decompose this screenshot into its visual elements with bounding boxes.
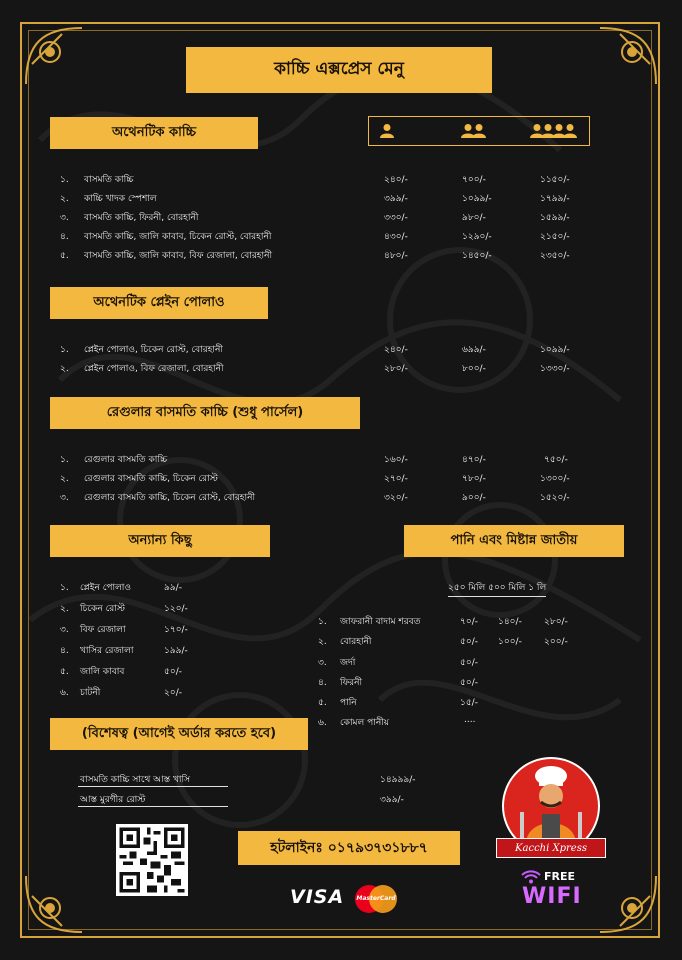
price-group: ১৩৩০/- [540, 364, 570, 374]
item-number: ২. [60, 474, 69, 484]
corner-ornament-icon [22, 866, 92, 936]
item-name: কাচ্চি খাদক স্পেশাল [84, 194, 157, 204]
visa-logo: VISA [290, 886, 345, 908]
price-double: ৯০০/- [462, 493, 486, 503]
mastercard-logo-icon [352, 884, 400, 914]
item-price: ৯৯/- [164, 583, 182, 593]
item-number: ১. [60, 175, 69, 185]
price-single: ৪৮০/- [384, 251, 408, 261]
item-name: বাসমতি কাচ্চি, ফিরনী, বোরহানী [84, 213, 199, 223]
logo-label-box [496, 838, 606, 858]
price-single: ৩২০/- [384, 493, 408, 503]
qr-code-icon[interactable] [116, 824, 188, 896]
mastercard-label: MasterCard [356, 895, 396, 902]
item-number: ১. [60, 345, 69, 355]
price-single: ২৪০/- [384, 175, 408, 185]
price-double: ১০৯৯/- [462, 194, 492, 204]
item-price: ২০/- [164, 688, 182, 698]
item-price: ১৭০/- [164, 625, 188, 635]
price-250ml: ১৫/- [460, 698, 478, 708]
price-group: ২১৫০/- [540, 232, 570, 242]
item-name: বাসমতি কাচ্চি, জালি কাবাব, চিকেন রোস্ট, বোরহানী [84, 232, 272, 242]
item-name: চাটনী [80, 688, 101, 698]
divider [78, 786, 228, 787]
price-group: ১৫২০/- [540, 493, 570, 503]
others-heading: অন্যান্য কিছু [50, 525, 270, 557]
price-double: ৯৮০/- [462, 213, 486, 223]
price-single: ২৭০/- [384, 474, 408, 484]
item-number: ১. [60, 583, 69, 593]
price-group: ১৩০০/- [540, 474, 570, 484]
item-number: ১. [60, 455, 69, 465]
drink-sizes-header: ২৫০ মিলি ৫০০ মিলি ১ লি [448, 580, 546, 597]
price-1l: ২৮০/- [544, 617, 568, 627]
item-name: জাফরানী বাদাম শরবত [340, 617, 421, 627]
item-number: ২. [318, 637, 327, 647]
price-250ml: ৫০/- [460, 658, 478, 668]
item-number: ৩. [60, 625, 69, 635]
item-number: ৩. [318, 658, 327, 668]
item-number: ৫. [60, 251, 69, 261]
item-price: ১৪৯৯৯/- [380, 775, 416, 785]
price-double: ৭০০/- [462, 175, 486, 185]
item-price: ৫০/- [164, 667, 182, 677]
item-name: জর্দা [340, 658, 356, 668]
price-double: ৬৯৯/- [462, 345, 486, 355]
price-double: ৭৮০/- [462, 474, 486, 484]
price-single: ২৮০/- [384, 364, 408, 374]
price-group: ২৩৫০/- [540, 251, 570, 261]
item-number: ৪. [318, 678, 327, 688]
price-250ml: ৭০/- [460, 617, 478, 627]
price-single: ৩৯৯/- [384, 194, 408, 204]
divider [78, 806, 228, 807]
price-double: ৮০০/- [462, 364, 486, 374]
item-price: ১২০/- [164, 604, 188, 614]
corner-ornament-icon [590, 866, 660, 936]
item-number: ৩. [60, 493, 69, 503]
item-name: প্লেইন পোলাও, চিকেন রোস্ট, বোরহানী [84, 345, 223, 355]
hotline-box[interactable]: হটলাইনঃ ০১৭৯৩৭৩১৮৮৭ [238, 831, 460, 865]
item-number: ৬. [318, 718, 327, 728]
item-name: রেগুলার বাসমতি কাচ্চি, চিকেন রোস্ট, বোরহানী [84, 493, 256, 503]
free-wifi-badge [518, 866, 600, 914]
item-name: কোমল পানীয় [340, 718, 390, 728]
wifi-free-label: FREE [544, 870, 576, 883]
drinks-heading: পানি এবং মিষ্টান্ন জাতীয় [404, 525, 624, 557]
item-name: খাসির রেজালা [80, 646, 134, 656]
price-single: ২৪০/- [384, 345, 408, 355]
item-number: ১. [318, 617, 327, 627]
item-name: ফিরনী [340, 678, 363, 688]
item-name: বাসমতি কাচ্চি, জালি কাবাব, বিফ রেজালা, বোরহানী [84, 251, 273, 261]
price-double: ১৪৫০/- [462, 251, 492, 261]
corner-ornament-icon [22, 24, 92, 94]
authentic-kacchi-heading: অথেনটিক কাচ্চি [50, 117, 258, 149]
menu-title: কাচ্চি এক্সপ্রেস মেনু [186, 47, 492, 93]
wifi-label: WIFI [522, 884, 582, 909]
price-group: ১১৫০/- [540, 175, 570, 185]
group-people-icon [529, 123, 577, 139]
price-double: ১২৯০/- [462, 232, 492, 242]
serving-size-header [368, 116, 590, 146]
two-people-icon [459, 123, 489, 139]
item-name: পানি [340, 698, 357, 708]
price-group: ১৭৯৯/- [540, 194, 570, 204]
price-250ml: ৫০/- [460, 678, 478, 688]
price-500ml: ১৪০/- [498, 617, 522, 627]
item-name: বাসমতি কাচ্চি [84, 175, 134, 185]
price-250ml: .... [464, 715, 476, 725]
price-500ml: ১০০/- [498, 637, 522, 647]
item-number: ২. [60, 194, 69, 204]
item-name: বিফ রেজালা [80, 625, 126, 635]
item-price: ৩৯৯/- [380, 795, 404, 805]
price-single: ১৬০/- [384, 455, 408, 465]
price-group: ১৫৯৯/- [540, 213, 570, 223]
price-group: ৭৫০/- [544, 455, 568, 465]
item-number: ৫. [60, 667, 69, 677]
person-icon [379, 123, 395, 139]
item-name: চিকেন রোস্ট [80, 604, 125, 614]
item-number: ২. [60, 364, 69, 374]
item-name: প্লেইন পোলাও, বিফ রেজালা, বোরহানী [84, 364, 224, 374]
logo-text: Kacchi Xpress [515, 842, 587, 854]
price-group: ১০৯৯/- [540, 345, 570, 355]
item-number: ৪. [60, 646, 69, 656]
item-number: ৩. [60, 213, 69, 223]
item-number: ৬. [60, 688, 69, 698]
wifi-icon [520, 868, 542, 884]
item-name: বাসমতি কাচ্চি সাথে আস্ত খাসি [80, 775, 191, 785]
item-name: রেগুলার বাসমতি কাচ্চি, চিকেন রোস্ট [84, 474, 218, 484]
item-name: আস্ত মুরগীর রোস্ট [80, 795, 146, 805]
price-1l: ২০০/- [544, 637, 568, 647]
kacchi-xpress-logo [496, 754, 606, 864]
regular-kacchi-heading: রেগুলার বাসমতি কাচ্চি (শুধু পার্সেল) [50, 397, 360, 429]
item-number: ২. [60, 604, 69, 614]
item-number: ৪. [60, 232, 69, 242]
item-price: ১৯৯/- [164, 646, 188, 656]
item-name: বোরহানী [340, 637, 372, 647]
price-single: ৩৩০/- [384, 213, 408, 223]
item-name: জালি কাবাব [80, 667, 125, 677]
price-single: ৪৩০/- [384, 232, 408, 242]
plain-polao-heading: অথেনটিক প্লেইন পোলাও [50, 287, 268, 319]
price-double: ৪৭০/- [462, 455, 486, 465]
special-heading: (বিশেষত্ব (আগেই অর্ডার করতে হবে) [50, 718, 308, 750]
price-250ml: ৫০/- [460, 637, 478, 647]
item-number: ৫. [318, 698, 327, 708]
item-name: রেগুলার বাসমতি কাচ্চি [84, 455, 168, 465]
corner-ornament-icon [590, 24, 660, 94]
item-name: প্লেইন পোলাও [80, 583, 132, 593]
